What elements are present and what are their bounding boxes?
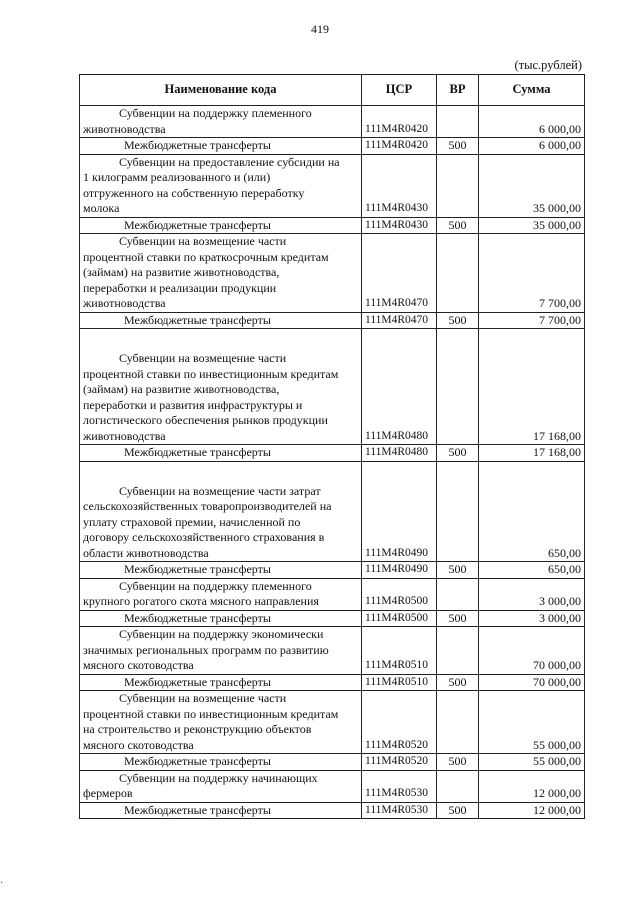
scan-mark: ·	[0, 878, 4, 889]
table-row	[80, 154, 585, 217]
row-name-line: сельскохозяйственных товаропроизводителей на	[83, 499, 332, 513]
row-name-line: Межбюджетные трансферты	[124, 754, 271, 768]
row-name	[80, 578, 362, 610]
row-name	[80, 610, 362, 627]
row-vr	[437, 106, 479, 138]
row-name	[80, 329, 362, 445]
row-sum: 650,00	[479, 461, 585, 562]
row-vr	[437, 329, 479, 445]
row-csr: 111M4R0420	[362, 138, 437, 155]
row-name-line: Субвенции на поддержку племенного	[119, 106, 312, 120]
row-name-line: (займам) на развитие животноводства,	[83, 382, 280, 396]
row-csr: 111M4R0480	[362, 329, 437, 445]
row-csr: 111M4R0520	[362, 691, 437, 754]
row-name-line: молока	[83, 201, 120, 215]
row-vr	[437, 578, 479, 610]
row-name-line: (займам) на развитие животноводства,	[83, 265, 280, 279]
row-name-line: Межбюджетные трансферты	[124, 217, 271, 232]
row-name-line: Субвенции на возмещение части затрат	[119, 483, 321, 498]
row-name-line: договору сельскохозяйственного страхования в	[83, 530, 325, 544]
row-name-line: Межбюджетные трансферты	[124, 802, 271, 817]
row-name-line: Межбюджетные трансферты	[124, 610, 271, 625]
row-name-line: Межбюджетные трансферты	[124, 138, 271, 152]
row-name-line: Субвенции на поддержку племенного	[119, 578, 312, 593]
row-name-line: Субвенции на поддержку экономически	[119, 627, 324, 641]
row-name-line: Межбюджетные трансферты	[124, 674, 271, 689]
row-sum: 3 000,00	[479, 610, 585, 627]
row-name	[80, 234, 362, 313]
row-name-line: 1 килограмм реализованного и (или)	[83, 170, 271, 184]
table-row	[80, 461, 585, 562]
row-vr: 500	[437, 562, 479, 579]
row-sum: 55 000,00	[479, 691, 585, 754]
row-name	[80, 445, 362, 462]
table-row	[80, 691, 585, 754]
row-name-line: мясного скотоводства	[83, 737, 194, 752]
row-csr: 111M4R0480	[362, 445, 437, 462]
page-number: 419	[311, 22, 329, 36]
row-sum: 7 700,00	[479, 312, 585, 329]
row-name-line: животноводства	[83, 296, 166, 310]
row-csr: 111M4R0430	[362, 217, 437, 234]
row-name	[80, 627, 362, 675]
row-name-line: Субвенции на возмещение части	[119, 234, 287, 248]
row-csr: 111M4R0490	[362, 562, 437, 579]
row-csr: 111M4R0420	[362, 106, 437, 138]
row-name-line: животноводства	[83, 121, 166, 136]
table-row	[80, 770, 585, 802]
row-name-line: логистического обеспечения рынков продукции	[83, 413, 328, 427]
table-row	[80, 312, 585, 329]
row-sum: 12 000,00	[479, 802, 585, 819]
row-name-line: мясного скотоводства	[83, 658, 194, 672]
row-sum: 6 000,00	[479, 106, 585, 138]
table-row	[80, 138, 585, 155]
row-vr: 500	[437, 610, 479, 627]
row-sum: 35 000,00	[479, 154, 585, 217]
row-name	[80, 754, 362, 771]
row-name	[80, 312, 362, 329]
row-vr: 500	[437, 312, 479, 329]
row-sum: 650,00	[479, 562, 585, 579]
table-row	[80, 445, 585, 462]
row-name-line: переработки и реализации продукции	[83, 280, 277, 295]
row-name-line: процентной ставки по инвестиционным кредитам	[83, 366, 339, 381]
row-name	[80, 674, 362, 691]
row-name	[80, 154, 362, 217]
row-vr	[437, 154, 479, 217]
row-name	[80, 106, 362, 138]
row-vr	[437, 770, 479, 802]
header-vr: ВР	[437, 75, 479, 106]
row-name	[80, 691, 362, 754]
row-name-line: крупного рогатого скота мясного направления	[83, 594, 319, 608]
row-name-line: Субвенции на предоставление субсидии на	[119, 154, 340, 169]
row-name-line: области животноводства	[83, 545, 209, 560]
row-csr: 111M4R0530	[362, 802, 437, 819]
row-name-line: животноводства	[83, 428, 166, 443]
row-name-line: процентной ставки по краткосрочным кредитам	[83, 249, 329, 264]
row-name	[80, 770, 362, 802]
row-csr: 111M4R0490	[362, 461, 437, 562]
table-row	[80, 802, 585, 819]
row-name-line: Субвенции на возмещение части	[119, 351, 287, 365]
header-sum: Сумма	[479, 75, 585, 106]
row-sum: 17 168,00	[479, 329, 585, 445]
table-row	[80, 234, 585, 313]
table-body	[80, 106, 585, 819]
header-csr: ЦСР	[362, 75, 437, 106]
table-row	[80, 329, 585, 445]
table-row	[80, 610, 585, 627]
row-name-line: фермеров	[83, 786, 133, 800]
row-csr: 111M4R0520	[362, 754, 437, 771]
row-vr	[437, 627, 479, 675]
row-csr: 111M4R0530	[362, 770, 437, 802]
row-csr: 111M4R0470	[362, 312, 437, 329]
row-vr: 500	[437, 754, 479, 771]
row-vr	[437, 461, 479, 562]
table-row	[80, 578, 585, 610]
row-name-line: на строительство и реконструкцию объектов	[83, 722, 312, 736]
row-csr: 111M4R0510	[362, 674, 437, 691]
row-sum: 3 000,00	[479, 578, 585, 610]
row-name	[80, 562, 362, 579]
row-csr: 111M4R0510	[362, 627, 437, 675]
row-csr: 111M4R0500	[362, 578, 437, 610]
row-name-line: процентной ставки по инвестиционным кредитам	[83, 706, 339, 721]
row-sum: 35 000,00	[479, 217, 585, 234]
row-name	[80, 217, 362, 234]
row-vr	[437, 691, 479, 754]
row-name-line: Субвенции на возмещение части	[119, 691, 287, 705]
row-name-line: отгруженного на собственную переработку	[83, 185, 305, 200]
row-csr: 111M4R0470	[362, 234, 437, 313]
row-name-line: Межбюджетные трансферты	[124, 562, 271, 576]
table-header-row	[80, 75, 585, 106]
row-sum: 7 700,00	[479, 234, 585, 313]
table-row	[80, 562, 585, 579]
row-name	[80, 138, 362, 155]
row-sum: 12 000,00	[479, 770, 585, 802]
row-name-line: переработки и развития инфраструктуры и	[83, 397, 303, 412]
table-row	[80, 674, 585, 691]
row-vr: 500	[437, 138, 479, 155]
row-sum: 6 000,00	[479, 138, 585, 155]
row-vr: 500	[437, 674, 479, 691]
table-row	[80, 754, 585, 771]
units-label: (тыс.рублей)	[514, 58, 582, 72]
table-row	[80, 217, 585, 234]
row-name-line: значимых региональных программ по развитию	[83, 642, 329, 657]
row-vr: 500	[437, 217, 479, 234]
row-name-line: Межбюджетные трансферты	[124, 312, 271, 327]
header-name: Наименование кода	[80, 75, 362, 106]
row-vr: 500	[437, 445, 479, 462]
row-name-line: Субвенции на поддержку начинающих	[119, 770, 318, 785]
row-vr	[437, 234, 479, 313]
row-vr: 500	[437, 802, 479, 819]
budget-table	[79, 74, 585, 819]
row-sum: 55 000,00	[479, 754, 585, 771]
row-name-line: Межбюджетные трансферты	[124, 445, 271, 459]
row-sum: 70 000,00	[479, 674, 585, 691]
row-sum: 70 000,00	[479, 627, 585, 675]
table-row	[80, 106, 585, 138]
row-name	[80, 802, 362, 819]
row-sum: 17 168,00	[479, 445, 585, 462]
table-row	[80, 627, 585, 675]
row-csr: 111M4R0430	[362, 154, 437, 217]
row-csr: 111M4R0500	[362, 610, 437, 627]
row-name	[80, 461, 362, 562]
row-name-line: уплату страховой премии, начисленной по	[83, 514, 301, 529]
